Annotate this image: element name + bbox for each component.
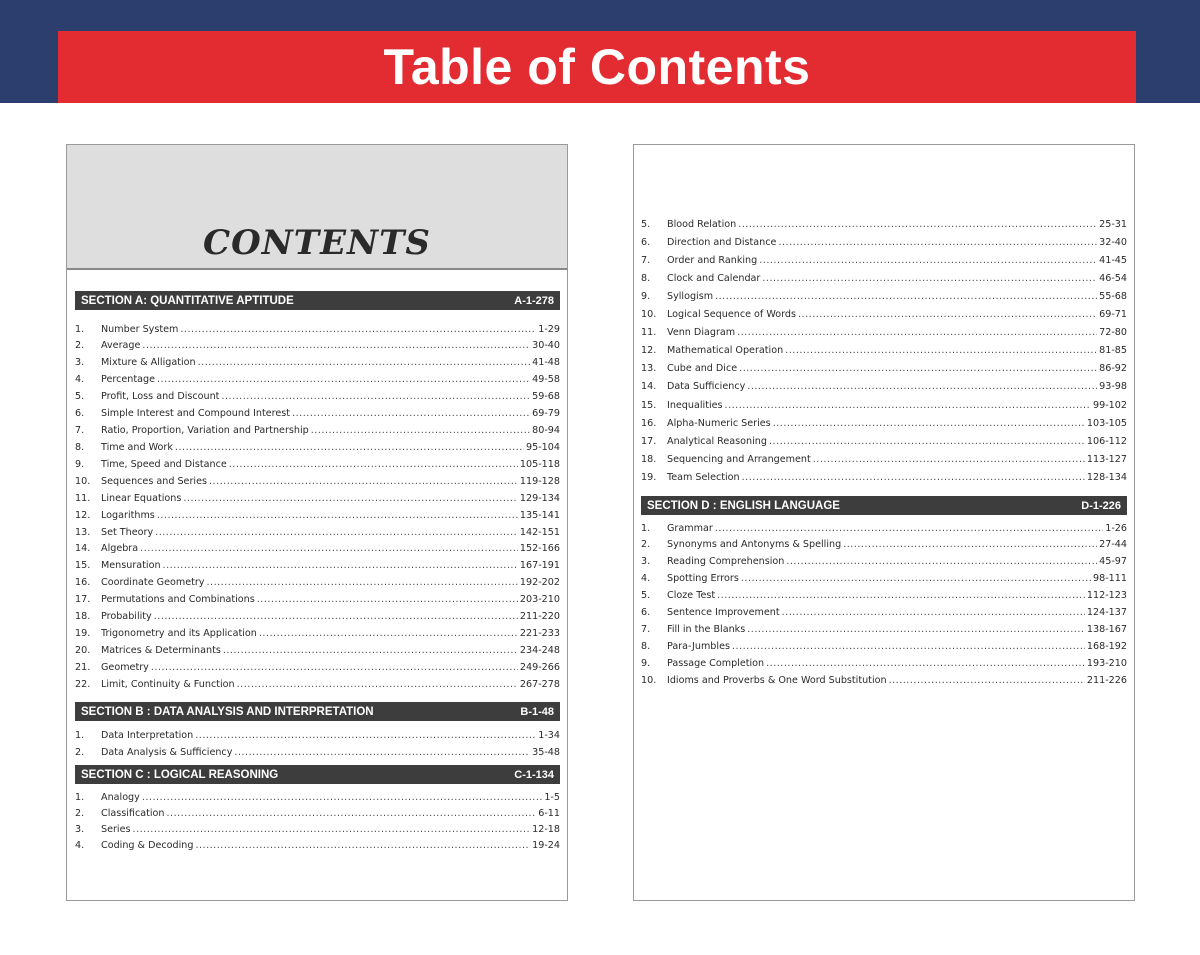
entry-title: Blood Relation xyxy=(667,218,737,230)
dot-leader xyxy=(766,658,1085,669)
entry-pages: 49-58 xyxy=(532,374,560,386)
toc-entry xyxy=(641,571,1127,587)
section-header-bar xyxy=(75,702,560,721)
entry-pages: 119-128 xyxy=(519,475,560,487)
entry-pages: 32-40 xyxy=(1099,236,1127,248)
entry-title: Permutations and Combinations xyxy=(101,594,255,606)
entry-number: 1. xyxy=(641,522,651,534)
entry-pages: 12-18 xyxy=(532,824,560,836)
entry-title: Para-Jumbles xyxy=(667,640,730,652)
dot-leader xyxy=(737,327,1097,338)
dot-leader xyxy=(798,309,1097,320)
entry-number: 21. xyxy=(75,661,91,673)
entry-title: Mixture & Alligation xyxy=(101,357,196,369)
entry-title: Sequencing and Arrangement xyxy=(667,453,811,465)
entry-pages: 69-79 xyxy=(532,408,560,420)
toc-entry xyxy=(75,439,560,455)
entry-title: Ratio, Proportion, Variation and Partnership xyxy=(101,425,309,437)
entry-pages: 1-5 xyxy=(544,791,560,803)
toc-entry xyxy=(641,307,1127,323)
entry-title: Passage Completion xyxy=(667,657,765,669)
entry-pages: 72-80 xyxy=(1099,327,1127,339)
entry-pages: 95-104 xyxy=(526,441,560,453)
entry-number: 18. xyxy=(641,453,657,465)
entry-pages: 99-102 xyxy=(1093,399,1127,411)
dot-leader xyxy=(785,345,1097,356)
dot-leader xyxy=(142,792,543,803)
toc-entry xyxy=(641,621,1127,637)
dot-leader xyxy=(742,472,1085,483)
entry-number: 13. xyxy=(75,526,91,538)
dot-leader xyxy=(717,590,1085,601)
section-title: SECTION C : LOGICAL REASONING xyxy=(81,768,279,781)
toc-entry xyxy=(75,609,560,625)
entry-pages: 138-167 xyxy=(1086,623,1127,635)
entry-title: Series xyxy=(101,824,131,836)
toc-entry xyxy=(641,537,1127,553)
entry-title: Set Theory xyxy=(101,526,154,538)
toc-entry xyxy=(75,321,560,337)
entry-pages: 69-71 xyxy=(1099,309,1127,320)
entry-pages: 128-134 xyxy=(1086,471,1127,483)
dot-leader xyxy=(715,523,1103,534)
entry-number: 5. xyxy=(75,391,85,403)
dot-leader xyxy=(778,237,1097,248)
entry-pages: 41-48 xyxy=(532,357,560,369)
entry-number: 22. xyxy=(75,678,91,690)
entry-pages: 249-266 xyxy=(519,661,560,673)
entry-pages: 193-210 xyxy=(1086,657,1127,669)
toc-entry xyxy=(641,252,1127,268)
entry-title: Analytical Reasoning xyxy=(667,435,767,447)
toc-entry xyxy=(75,372,560,388)
dot-leader xyxy=(759,255,1097,266)
entry-title: Order and Ranking xyxy=(667,254,758,266)
toc-entry xyxy=(75,507,560,523)
entry-number: 4. xyxy=(75,840,85,852)
toc-entry xyxy=(75,558,560,574)
entry-pages: 27-44 xyxy=(1099,539,1127,551)
entry-pages: 211-220 xyxy=(519,611,560,623)
entry-pages: 113-127 xyxy=(1086,453,1127,465)
dot-leader xyxy=(229,459,518,470)
toc-entry xyxy=(75,423,560,439)
contents-heading: CONTENTS xyxy=(203,223,431,263)
toc-entry xyxy=(641,216,1127,232)
entry-title: Geometry xyxy=(101,661,149,673)
dot-leader xyxy=(157,510,518,521)
entry-title: Time, Speed and Distance xyxy=(101,458,227,470)
toc-entry xyxy=(641,379,1127,395)
toc-entry xyxy=(75,389,560,405)
entry-pages: 19-24 xyxy=(532,840,560,852)
dot-leader xyxy=(166,808,536,819)
entry-number: 3. xyxy=(75,357,85,369)
title-banner xyxy=(58,31,1136,103)
entry-title: Profit, Loss and Discount xyxy=(101,391,220,403)
toc-entry xyxy=(75,642,560,658)
dot-leader xyxy=(209,476,518,487)
entry-title: Matrices & Determinants xyxy=(101,644,221,656)
entry-title: Reading Comprehension xyxy=(667,556,785,568)
dot-leader xyxy=(782,607,1085,618)
entry-title: Simple Interest and Compound Interest xyxy=(101,408,291,420)
entry-pages: 35-48 xyxy=(532,746,560,758)
entry-title: Trigonometry and its Application xyxy=(101,628,257,640)
section-page-range: D-1-226 xyxy=(1081,499,1121,512)
toc-entry xyxy=(75,541,560,557)
toc-entry xyxy=(75,524,560,540)
entry-pages: 192-202 xyxy=(519,577,560,589)
entry-title: Data Interpretation xyxy=(101,729,194,741)
entry-pages: 267-278 xyxy=(519,678,560,690)
entry-number: 15. xyxy=(641,399,657,411)
entry-title: Sentence Improvement xyxy=(667,607,780,618)
entry-number: 14. xyxy=(641,381,657,393)
dot-leader xyxy=(155,527,518,538)
dot-leader xyxy=(732,641,1085,652)
entry-number: 18. xyxy=(75,611,91,623)
entry-number: 16. xyxy=(641,417,657,429)
entry-title: Linear Equations xyxy=(101,492,182,504)
toc-entry xyxy=(641,234,1127,250)
entry-title: Average xyxy=(101,340,141,352)
entry-pages: 1-29 xyxy=(538,323,560,335)
entry-pages: 221-233 xyxy=(519,628,560,640)
entry-number: 10. xyxy=(641,309,657,320)
toc-entry xyxy=(641,433,1127,449)
dot-leader xyxy=(813,454,1085,465)
entry-pages: 93-98 xyxy=(1099,381,1127,393)
entry-title: Analogy xyxy=(101,791,140,803)
dot-leader xyxy=(725,400,1091,411)
dot-leader xyxy=(769,436,1085,447)
toc-entry xyxy=(75,575,560,591)
entry-number: 9. xyxy=(641,657,651,669)
entry-pages: 80-94 xyxy=(532,425,560,437)
entry-title: Venn Diagram xyxy=(667,327,736,339)
entry-pages: 59-68 xyxy=(532,391,560,403)
toc-entry xyxy=(641,554,1127,570)
contents-heading-block xyxy=(67,145,567,270)
toc-entry xyxy=(75,838,560,854)
dot-leader xyxy=(221,391,530,402)
entry-pages: 98-111 xyxy=(1093,573,1127,585)
entry-number: 13. xyxy=(641,363,657,375)
dot-leader xyxy=(762,273,1097,284)
toc-entry xyxy=(641,270,1127,286)
entry-number: 6. xyxy=(641,236,651,248)
entry-pages: 1-34 xyxy=(538,729,560,741)
dot-leader xyxy=(741,573,1091,584)
dot-leader xyxy=(259,628,518,639)
entry-title: Coding & Decoding xyxy=(101,840,194,852)
toc-entry xyxy=(75,744,560,760)
entry-pages: 81-85 xyxy=(1099,345,1127,357)
entry-number: 10. xyxy=(641,674,657,686)
section-header-bar xyxy=(641,496,1127,515)
entry-pages: 124-137 xyxy=(1086,607,1127,618)
entry-pages: 41-45 xyxy=(1099,254,1127,266)
entry-number: 12. xyxy=(641,345,657,357)
dot-leader xyxy=(151,662,518,673)
section-title: SECTION A: QUANTITATIVE APTITUDE xyxy=(81,294,294,307)
dot-leader xyxy=(163,560,518,571)
toc-entry xyxy=(75,456,560,472)
entry-pages: 6-11 xyxy=(538,807,560,819)
toc-entry xyxy=(641,469,1127,485)
entry-pages: 168-192 xyxy=(1086,640,1127,652)
entry-number: 3. xyxy=(75,824,85,836)
toc-entry xyxy=(75,406,560,422)
entry-title: Limit, Continuity & Function xyxy=(101,678,235,690)
entry-number: 3. xyxy=(641,556,651,568)
entry-title: Inequalities xyxy=(667,399,723,411)
section-header-bar xyxy=(75,765,560,784)
entry-pages: 152-166 xyxy=(519,543,560,555)
section-page-range: A-1-278 xyxy=(514,294,554,307)
entry-title: Sequences and Series xyxy=(101,475,207,487)
entry-number: 2. xyxy=(75,746,85,758)
entry-title: Fill in the Blanks xyxy=(667,623,746,635)
entry-pages: 105-118 xyxy=(519,458,560,470)
toc-entry xyxy=(641,520,1127,536)
toc-entry xyxy=(75,789,560,805)
entry-title: Grammar xyxy=(667,522,713,534)
entry-number: 17. xyxy=(75,594,91,606)
entry-number: 2. xyxy=(75,340,85,352)
entry-pages: 211-226 xyxy=(1086,674,1127,686)
dot-leader xyxy=(198,357,531,368)
entry-pages: 142-151 xyxy=(519,526,560,538)
entry-number: 8. xyxy=(641,640,651,652)
dot-leader xyxy=(237,679,518,690)
entry-title: Cube and Dice xyxy=(667,363,738,375)
toc-entry xyxy=(641,361,1127,377)
entry-number: 11. xyxy=(641,327,657,339)
entry-title: Mathematical Operation xyxy=(667,345,784,357)
entry-title: Syllogism xyxy=(667,290,714,302)
dot-leader xyxy=(786,556,1097,567)
entry-number: 19. xyxy=(75,628,91,640)
toc-entry xyxy=(641,415,1127,431)
entry-number: 4. xyxy=(75,374,85,386)
entry-number: 4. xyxy=(641,573,651,585)
entry-number: 1. xyxy=(75,729,85,741)
entry-pages: 1-26 xyxy=(1105,522,1127,534)
toc-entry xyxy=(641,655,1127,671)
entry-title: Spotting Errors xyxy=(667,573,739,585)
entry-pages: 30-40 xyxy=(532,340,560,352)
entry-pages: 234-248 xyxy=(519,644,560,656)
entry-pages: 106-112 xyxy=(1086,435,1127,447)
entry-title: Number System xyxy=(101,323,179,335)
entry-number: 11. xyxy=(75,492,91,504)
entry-title: Alpha-Numeric Series xyxy=(667,417,771,429)
toc-entry xyxy=(75,659,560,675)
entry-title: Mensuration xyxy=(101,560,161,572)
entry-number: 8. xyxy=(641,272,651,284)
entry-pages: 86-92 xyxy=(1099,363,1127,375)
entry-number: 1. xyxy=(75,323,85,335)
dot-leader xyxy=(747,381,1097,392)
entry-title: Algebra xyxy=(101,543,139,555)
entry-number: 16. xyxy=(75,577,91,589)
left-page xyxy=(66,144,568,901)
entry-number: 9. xyxy=(641,290,651,302)
entry-pages: 135-141 xyxy=(519,509,560,521)
toc-entry xyxy=(75,676,560,692)
dot-leader xyxy=(142,340,530,351)
toc-entry xyxy=(75,338,560,354)
section-page-range: B-1-48 xyxy=(520,705,554,718)
toc-entry xyxy=(641,343,1127,359)
toc-entry xyxy=(641,588,1127,604)
entry-title: Time and Work xyxy=(101,441,173,453)
dot-leader xyxy=(773,418,1085,429)
entry-pages: 129-134 xyxy=(519,492,560,504)
entry-number: 14. xyxy=(75,543,91,555)
dot-leader xyxy=(843,539,1097,550)
dot-leader xyxy=(133,824,531,835)
entry-title: Direction and Distance xyxy=(667,236,777,248)
toc-entry xyxy=(75,626,560,642)
entry-number: 7. xyxy=(641,623,651,635)
entry-title: Classification xyxy=(101,807,165,819)
dot-leader xyxy=(234,747,530,758)
entry-number: 2. xyxy=(641,539,651,551)
dot-leader xyxy=(140,543,518,554)
entry-number: 12. xyxy=(75,509,91,521)
entry-title: Idioms and Proverbs & One Word Substitution xyxy=(667,674,887,686)
entry-pages: 167-191 xyxy=(519,560,560,572)
entry-number: 17. xyxy=(641,435,657,447)
dot-leader xyxy=(154,611,518,622)
dot-leader xyxy=(889,675,1085,686)
entry-title: Team Selection xyxy=(667,471,740,483)
toc-entry xyxy=(75,490,560,506)
dot-leader xyxy=(183,493,518,504)
toc-entry xyxy=(641,288,1127,304)
dot-leader xyxy=(175,442,524,453)
entry-number: 1. xyxy=(75,791,85,803)
entry-title: Data Sufficiency xyxy=(667,381,746,393)
section-header-bar xyxy=(75,291,560,310)
dot-leader xyxy=(195,730,536,741)
entry-number: 6. xyxy=(641,607,651,618)
entry-title: Cloze Test xyxy=(667,590,716,602)
dot-leader xyxy=(257,594,518,605)
entry-number: 6. xyxy=(75,408,85,420)
entry-number: 20. xyxy=(75,644,91,656)
dot-leader xyxy=(715,291,1097,302)
entry-number: 15. xyxy=(75,560,91,572)
dot-leader xyxy=(747,624,1085,635)
dot-leader xyxy=(206,577,517,588)
entry-number: 8. xyxy=(75,441,85,453)
toc-entry xyxy=(641,397,1127,413)
entry-number: 2. xyxy=(75,807,85,819)
entry-pages: 112-123 xyxy=(1086,590,1127,602)
entry-title: Logarithms xyxy=(101,509,155,521)
section-title: SECTION B : DATA ANALYSIS AND INTERPRETATION xyxy=(81,705,374,718)
right-page xyxy=(633,144,1135,901)
entry-title: Coordinate Geometry xyxy=(101,577,205,589)
entry-title: Clock and Calendar xyxy=(667,272,761,284)
entry-number: 5. xyxy=(641,218,651,230)
entry-title: Data Analysis & Sufficiency xyxy=(101,746,233,758)
entry-number: 7. xyxy=(75,425,85,437)
entry-title: Synonyms and Antonyms & Spelling xyxy=(667,539,842,551)
entry-title: Probability xyxy=(101,611,152,623)
dot-leader xyxy=(292,408,530,419)
dot-leader xyxy=(311,425,530,436)
dot-leader xyxy=(738,219,1097,230)
toc-entry xyxy=(641,605,1127,621)
toc-entry xyxy=(75,592,560,608)
entry-pages: 55-68 xyxy=(1099,290,1127,302)
toc-entry xyxy=(641,325,1127,341)
entry-number: 9. xyxy=(75,458,85,470)
section-title: SECTION D : ENGLISH LANGUAGE xyxy=(647,499,840,512)
dot-leader xyxy=(157,374,530,385)
dot-leader xyxy=(180,324,536,335)
entry-pages: 46-54 xyxy=(1099,272,1127,284)
entry-pages: 203-210 xyxy=(519,594,560,606)
dot-leader xyxy=(739,363,1097,374)
entry-number: 5. xyxy=(641,590,651,602)
dot-leader xyxy=(195,840,530,851)
toc-entry xyxy=(641,672,1127,688)
toc-entry xyxy=(641,638,1127,654)
entry-number: 7. xyxy=(641,254,651,266)
toc-entry xyxy=(75,473,560,489)
banner-title: Table of Contents xyxy=(383,39,811,95)
toc-entry xyxy=(641,451,1127,467)
toc-entry xyxy=(75,805,560,821)
toc-entry xyxy=(75,355,560,371)
dot-leader xyxy=(223,645,518,656)
toc-entry xyxy=(75,822,560,838)
entry-pages: 103-105 xyxy=(1086,417,1127,429)
toc-entry xyxy=(75,727,560,743)
entry-number: 10. xyxy=(75,475,91,487)
entry-pages: 45-97 xyxy=(1099,556,1127,568)
entry-pages: 25-31 xyxy=(1099,218,1127,230)
entry-number: 19. xyxy=(641,471,657,483)
section-page-range: C-1-134 xyxy=(514,768,554,781)
entry-title: Percentage xyxy=(101,374,155,386)
entry-title: Logical Sequence of Words xyxy=(667,309,796,320)
